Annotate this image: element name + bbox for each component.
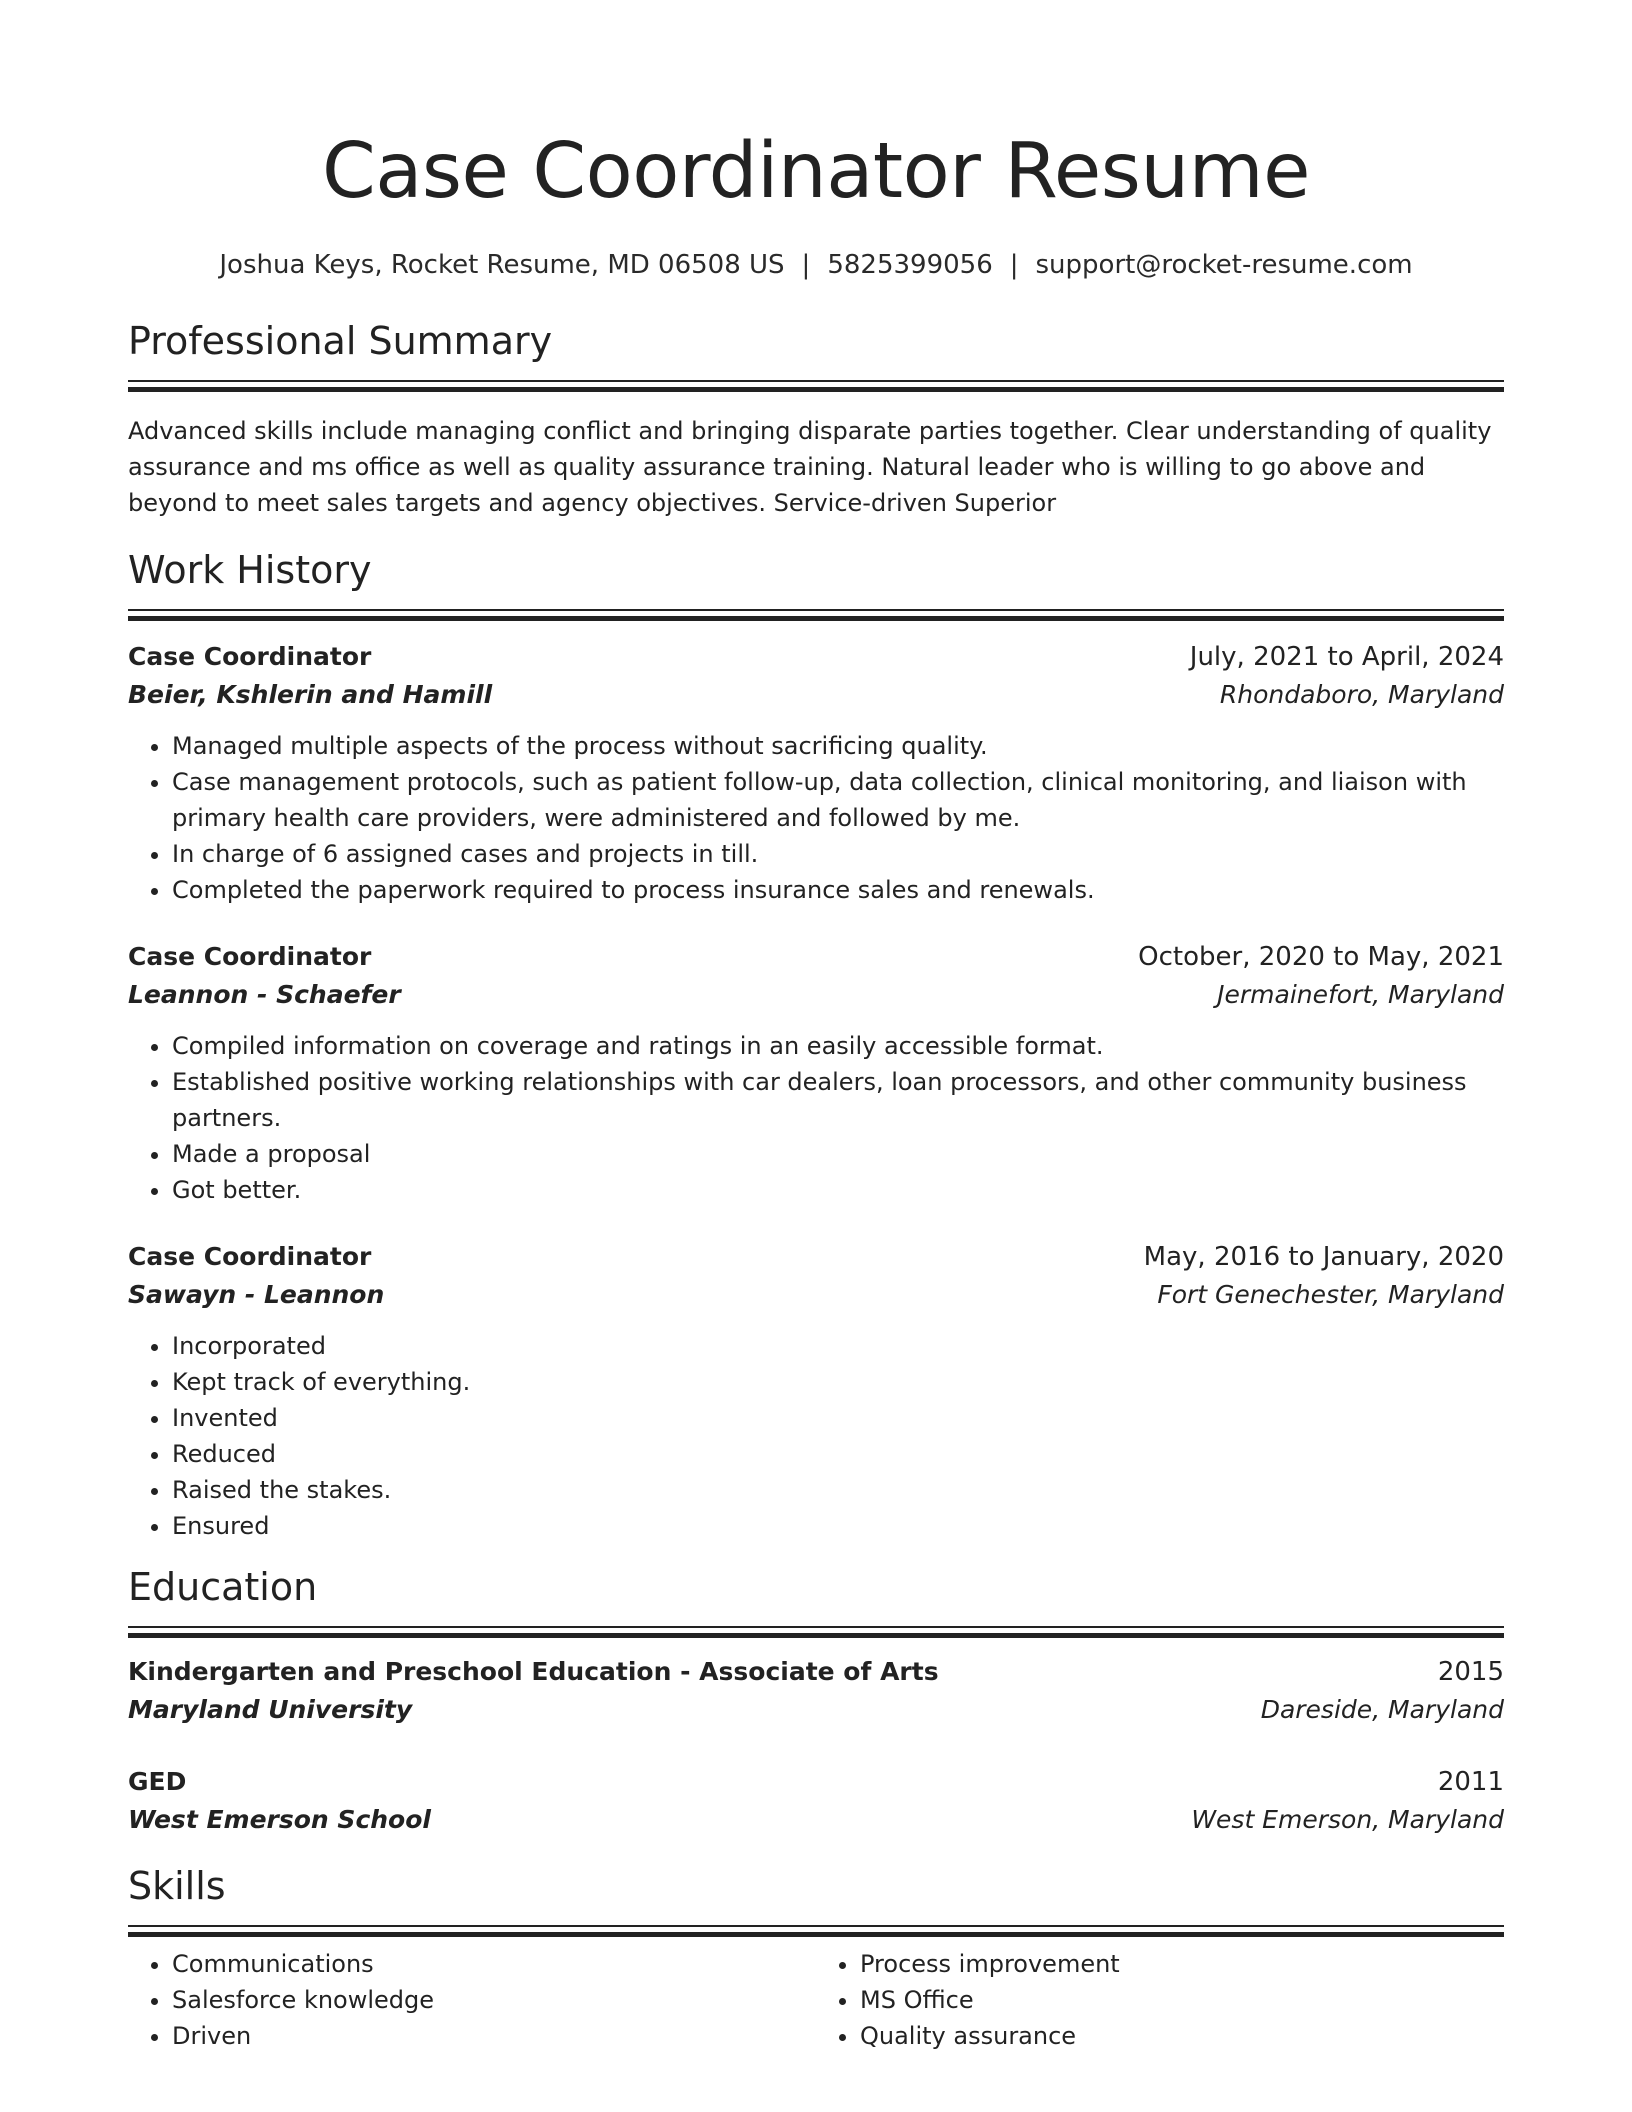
job-bullet: • Got better.	[172, 1172, 1504, 1208]
job-bullet: • Kept track of everything.	[172, 1364, 1504, 1400]
job-bullet: • Managed multiple aspects of the process without sacrificing quality.	[172, 728, 1504, 764]
skills-list-right	[816, 1946, 1504, 2054]
education-location: West Emerson, Maryland	[1191, 1805, 1504, 1834]
job-employer: Leannon - Schaefer	[128, 980, 401, 1009]
section-divider	[128, 380, 1504, 393]
contact-line	[128, 248, 1504, 282]
job-bullet: • Reduced	[172, 1436, 1504, 1472]
education-location: Dareside, Maryland	[1260, 1695, 1504, 1724]
job-location: Jermainefort, Maryland	[1217, 980, 1504, 1009]
job-bullet: • Case management protocols, such as patient follow-up, data collection, clinical monitoring, and liaison with primary health care providers, were administered and followed by me.	[172, 764, 1504, 836]
skill-item: • Process improvement	[860, 1946, 1504, 1982]
job-employer-row	[128, 976, 1504, 1014]
job-title: Case Coordinator	[128, 642, 372, 671]
job-header-row	[128, 938, 1504, 976]
section-heading-education: Education	[128, 1565, 318, 1609]
education-year: 2011	[1437, 1767, 1504, 1797]
job-dates: May, 2016 to January, 2020	[1143, 1242, 1504, 1272]
section-heading-work-history: Work History	[128, 548, 372, 592]
job-employer: Sawayn - Leannon	[128, 1280, 385, 1309]
summary-section	[128, 316, 1504, 521]
contact-separator: |	[801, 250, 811, 280]
education-school: Maryland University	[128, 1695, 413, 1724]
education-school-row	[128, 1801, 1504, 1839]
education-entry	[128, 1763, 1504, 1839]
section-heading-skills: Skills	[128, 1864, 226, 1908]
job-bullet: • In charge of 6 assigned cases and projects in till.	[172, 836, 1504, 872]
education-year: 2015	[1437, 1657, 1504, 1687]
skill-item: • Driven	[172, 2018, 816, 2054]
job-entry	[128, 638, 1504, 908]
job-dates: October, 2020 to May, 2021	[1138, 942, 1504, 972]
job-employer-row	[128, 676, 1504, 714]
job-bullet: • Incorporated	[172, 1328, 1504, 1364]
job-bullet: • Established positive working relationships with car dealers, loan processors, and other community business partners.	[172, 1064, 1504, 1136]
contact-address: Joshua Keys, Rocket Resume, MD 06508 US	[219, 250, 785, 280]
section-divider	[128, 1925, 1504, 1938]
job-location: Rhondaboro, Maryland	[1219, 680, 1504, 709]
skill-item: • Salesforce knowledge	[172, 1982, 816, 2018]
job-bullets	[128, 1328, 1504, 1544]
job-header-row	[128, 638, 1504, 676]
work-history-section	[128, 545, 1504, 1544]
job-bullet: • Completed the paperwork required to process insurance sales and renewals.	[172, 872, 1504, 908]
skill-item: • Communications	[172, 1946, 816, 1982]
skills-grid	[128, 1946, 1504, 2054]
job-bullets	[128, 1028, 1504, 1208]
education-entry	[128, 1653, 1504, 1729]
skills-section	[128, 1861, 1504, 2054]
job-bullet: • Invented	[172, 1400, 1504, 1436]
section-divider	[128, 609, 1504, 622]
skill-item: • MS Office	[860, 1982, 1504, 2018]
job-bullet: • Compiled information on coverage and ratings in an easily accessible format.	[172, 1028, 1504, 1064]
education-degree: GED	[128, 1767, 187, 1796]
contact-separator: |	[1009, 250, 1019, 280]
job-employer: Beier, Kshlerin and Hamill	[128, 680, 493, 709]
resume-title: Case Coordinator Resume	[321, 127, 1311, 216]
job-bullets	[128, 728, 1504, 908]
section-heading-summary: Professional Summary	[128, 319, 553, 363]
job-employer-row	[128, 1276, 1504, 1314]
skill-item: • Quality assurance	[860, 2018, 1504, 2054]
contact-email[interactable]: support@rocket-resume.com	[1035, 250, 1413, 280]
education-section	[128, 1562, 1504, 1839]
job-title: Case Coordinator	[128, 942, 372, 971]
skills-list-left	[128, 1946, 816, 2054]
job-bullet: • Raised the stakes.	[172, 1472, 1504, 1508]
education-school-row	[128, 1691, 1504, 1729]
job-entry	[128, 938, 1504, 1208]
job-header-row	[128, 1238, 1504, 1276]
job-bullet: • Ensured	[172, 1508, 1504, 1544]
education-header-row	[128, 1763, 1504, 1801]
job-location: Fort Genechester, Maryland	[1157, 1280, 1504, 1309]
job-dates: July, 2021 to April, 2024	[1189, 642, 1504, 672]
education-header-row	[128, 1653, 1504, 1691]
job-title: Case Coordinator	[128, 1242, 372, 1271]
education-degree: Kindergarten and Preschool Education - Associate of Arts	[128, 1657, 939, 1686]
contact-phone: 5825399056	[827, 250, 993, 280]
summary-text: Advanced skills include managing conflict and bringing disparate parties together. Clear understanding of quality assurance and ms office as well as quality assurance training. Natural leader who is willing to go above and beyond to meet sales targets and agency objectives. Service-driven Superior	[128, 417, 1492, 517]
job-bullet: • Made a proposal	[172, 1136, 1504, 1172]
education-school: West Emerson School	[128, 1805, 431, 1834]
section-divider	[128, 1626, 1504, 1639]
job-entry	[128, 1238, 1504, 1544]
